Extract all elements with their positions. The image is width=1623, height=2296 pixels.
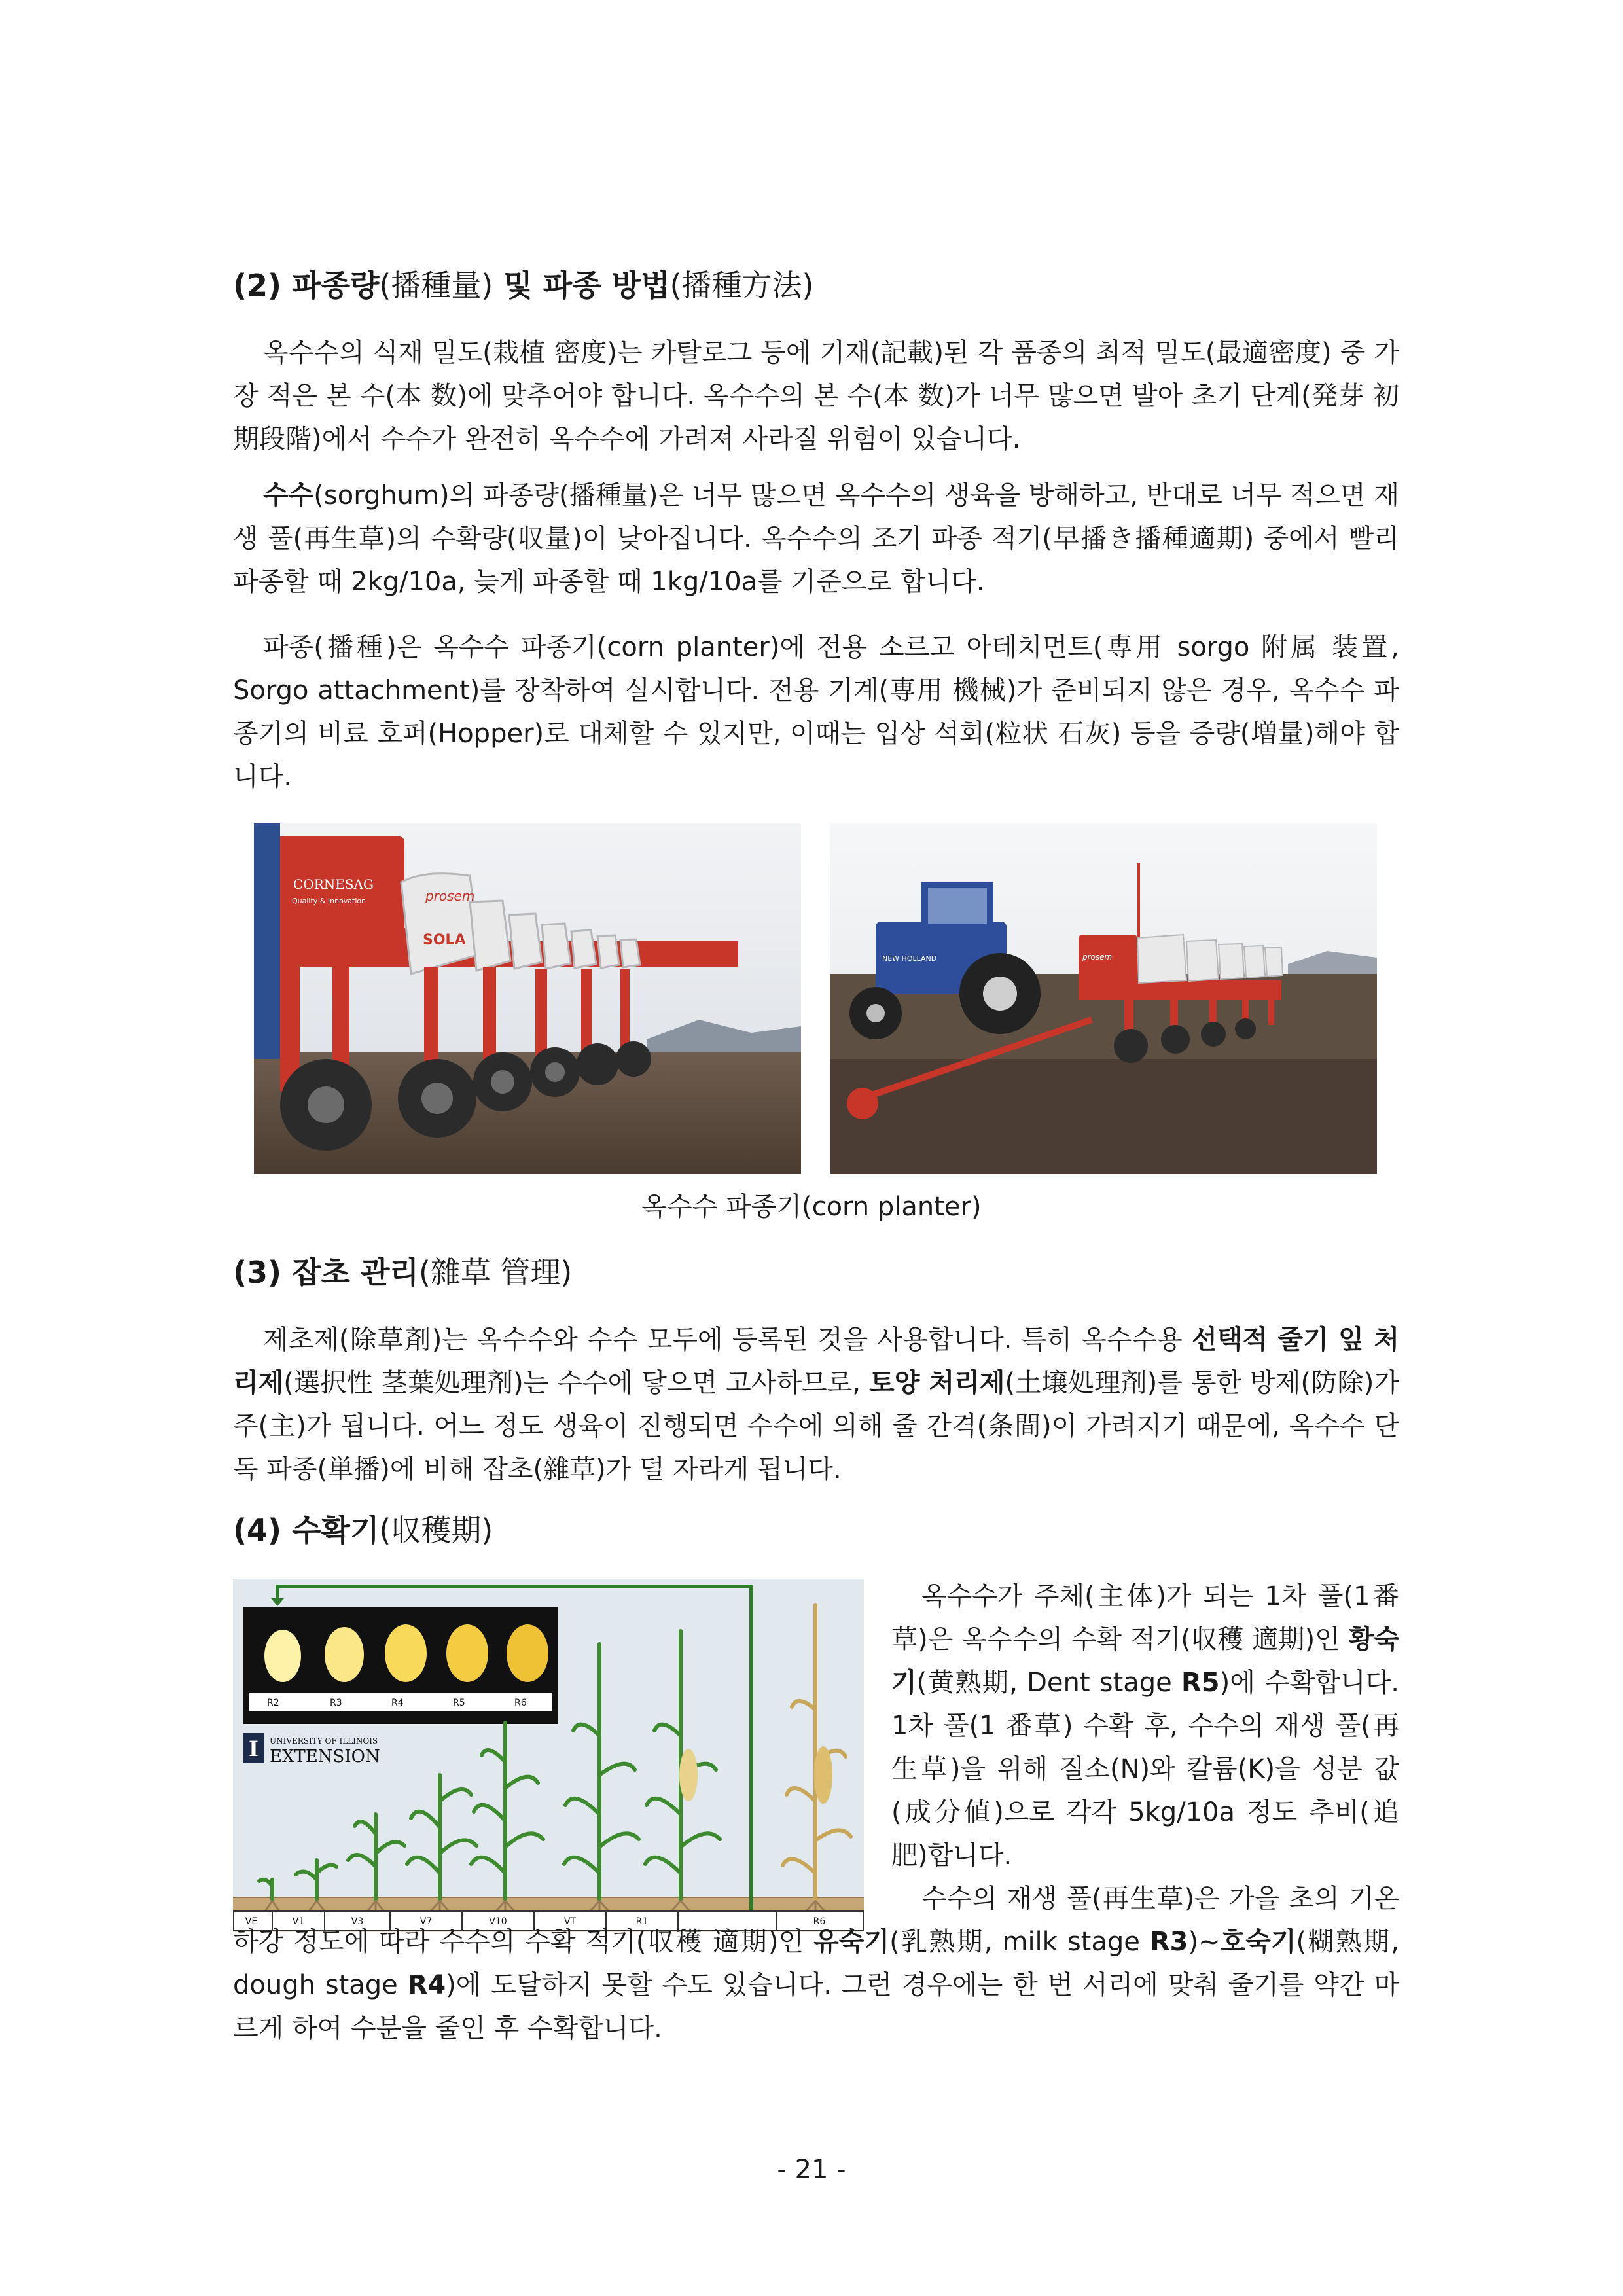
tractor-with-planter-illustration: [830, 823, 1377, 1174]
heading-hanja: (播種量): [379, 268, 493, 303]
kernel-stage-label: R2: [267, 1698, 279, 1708]
heading-text: (4) 수확기: [233, 1513, 380, 1548]
hopper-label: prosem: [425, 888, 475, 904]
heading-text: 및 파종 방법: [493, 268, 670, 303]
tractor-brand: NEW HOLLAND: [882, 954, 937, 963]
growth-stage-label: V7: [419, 1916, 433, 1927]
paragraph-text: (糊熟期, dough stage: [233, 1927, 1399, 2000]
corn-planter-photo-closeup: [254, 823, 801, 1174]
bold-term: 유숙기: [813, 1927, 890, 1957]
paragraph-first-cut-harvest: [891, 1575, 1399, 1877]
paragraph-sowing-method: 파종(播種)은 옥수수 파종기(corn planter)에 전용 소르고 아테치먼트(専用 sorgo 附属 装置, Sorgo attachment)를 장착하여 실시합니다. 전용 기계(専用 機械)가 준비되지 않은 경우, 옥수수 파종기의 비료 호퍼(Hopper)로 대체할 수 있지만, 이때는 입상 석회(粒状 石灰) 등을 증량(増量)해야 합니다.: [233, 632, 1399, 792]
logo-line1: UNIVERSITY OF ILLINOIS: [270, 1736, 378, 1746]
corn-planter-illustration: [254, 823, 801, 1174]
photo-caption: 옥수수 파종기(corn planter): [641, 1192, 982, 1222]
bold-term: 수수: [263, 480, 314, 511]
paragraph-weed-control: [233, 1318, 1399, 1491]
growth-stage-label: VE: [245, 1916, 258, 1927]
paragraph-text: (乳熟期, milk stage: [889, 1927, 1150, 1957]
kernel-stage-label: R4: [391, 1698, 404, 1708]
growth-stage-label: VT: [563, 1916, 577, 1927]
growth-stage-label: R1: [635, 1916, 649, 1927]
brand-label: CORNESAG: [293, 876, 374, 892]
heading-hanja: (播種方法): [669, 268, 814, 303]
logo-line2: EXTENSION: [270, 1747, 380, 1767]
section-heading-harvest: [233, 1507, 493, 1550]
bold-term: 선택적 줄기 잎 처리제: [233, 1325, 1400, 1398]
section-heading-sowing: [233, 262, 813, 305]
bold-term: 호숙기: [1220, 1927, 1296, 1957]
brand-subtitle: Quality & Innovation: [292, 897, 366, 905]
bold-term: R4: [407, 1970, 446, 2000]
paragraph-text: 수수의 재생 풀(再生草)은 가을 초의 기온 하강 정도에 따라 수수의 수확 적기(収穫 適期)인: [233, 1884, 1399, 1957]
kernel-stage-label: R6: [514, 1698, 527, 1708]
heading-text: (3) 잡초 관리: [233, 1255, 419, 1290]
heading-text: (2) 파종량: [233, 268, 380, 303]
figure-wrap-spacer: [233, 1877, 891, 1920]
growth-stage-label: V1: [292, 1916, 305, 1927]
heading-hanja: (収穫期): [379, 1513, 493, 1548]
paragraph-text: 옥수수가 주체(主体)가 되는 1차 풀(1番草)은 옥수수의 수확 적기(収穫 適期)인: [891, 1581, 1399, 1655]
paragraph-text: (sorghum)의 파종량(播種量)은 너무 많으면 옥수수의 생육을 방해하고, 반대로 너무 적으면 재생 풀(再生草)의 수확량(収量)이 낮아집니다. 옥수수의 조기 파종 적기(早播き播種適期) 중에서 빨리 파종할 때 2kg/10a, 늦게 파종할 때 1kg/10a를 기준으로 합니다.: [233, 480, 1399, 597]
paragraph-sorghum-seeding-rate: [233, 474, 1399, 603]
model-label: SOLA: [423, 932, 466, 948]
paragraph-planting-density: 옥수수의 식재 밀도(栽植 密度)는 카탈로그 등에 기재(記載)된 각 품종의 최적 밀도(最適密度) 중 가장 적은 본 수(本 数)에 맞추어야 합니다. 옥수수의 본 수(本 数)가 너무 많으면 발아 초기 단계(発芽 初期段階)에서 수수가 완전히 옥수수에 가려져 사라질 위험이 있습니다.: [233, 338, 1399, 454]
paragraph-text: 제초제(除草剤)는 옥수수와 수수 모두에 등록된 것을 사용합니다. 특히 옥수수용: [263, 1325, 1192, 1355]
growth-stage-label: R6: [813, 1916, 826, 1927]
paragraph-text: (黄熟期, Dent stage: [916, 1668, 1181, 1698]
paragraph-text: (選択性 茎葉処理剤)는 수수에 닿으면 고사하므로,: [283, 1368, 870, 1398]
bold-term: 토양 처리제: [869, 1368, 1005, 1398]
paragraph-regrowth-harvest: [233, 1877, 1399, 2050]
paragraph-text: )~: [1188, 1927, 1221, 1957]
logo-letter: I: [249, 1736, 259, 1761]
bold-term: R5: [1181, 1668, 1220, 1698]
hopper-label: prosem: [1082, 952, 1113, 961]
bold-term: R3: [1149, 1927, 1188, 1957]
kernel-stage-label: R5: [453, 1698, 465, 1708]
section-heading-weed: [233, 1249, 572, 1292]
growth-stage-label: V10: [489, 1916, 507, 1927]
page-number: - 21 -: [777, 2155, 846, 2185]
heading-hanja: (雜草 管理): [418, 1255, 573, 1290]
paragraph-text: )에 수확합니다. 1차 풀(1 番草) 수확 후, 수수의 재생 풀(再生草)을 위해 질소(N)와 칼륨(K)을 성분 값(成分値)으로 각각 5kg/10a 정도 추비(追肥)합니다.: [891, 1668, 1400, 1871]
corn-planter-photo-tractor: [830, 823, 1377, 1174]
paragraph-text: (土壌処理剤)를 통한 방제(防除)가 주(主)가 됩니다. 어느 정도 생육이 진행되면 수수에 의해 줄 간격(条間)이 가려지기 때문에, 옥수수 단독 파종(単播)에 비해 잡초(雜草)가 덜 자라게 됩니다.: [233, 1368, 1399, 1484]
paragraph-text: )에 도달하지 못할 수도 있습니다. 그런 경우에는 한 번 서리에 맞춰 줄기를 약간 마르게 하여 수분을 줄인 후 수확합니다.: [233, 1970, 1400, 2043]
kernel-stage-label: R3: [330, 1698, 342, 1708]
growth-stage-label: V3: [351, 1916, 364, 1927]
bold-term: 황숙기: [891, 1624, 1399, 1698]
